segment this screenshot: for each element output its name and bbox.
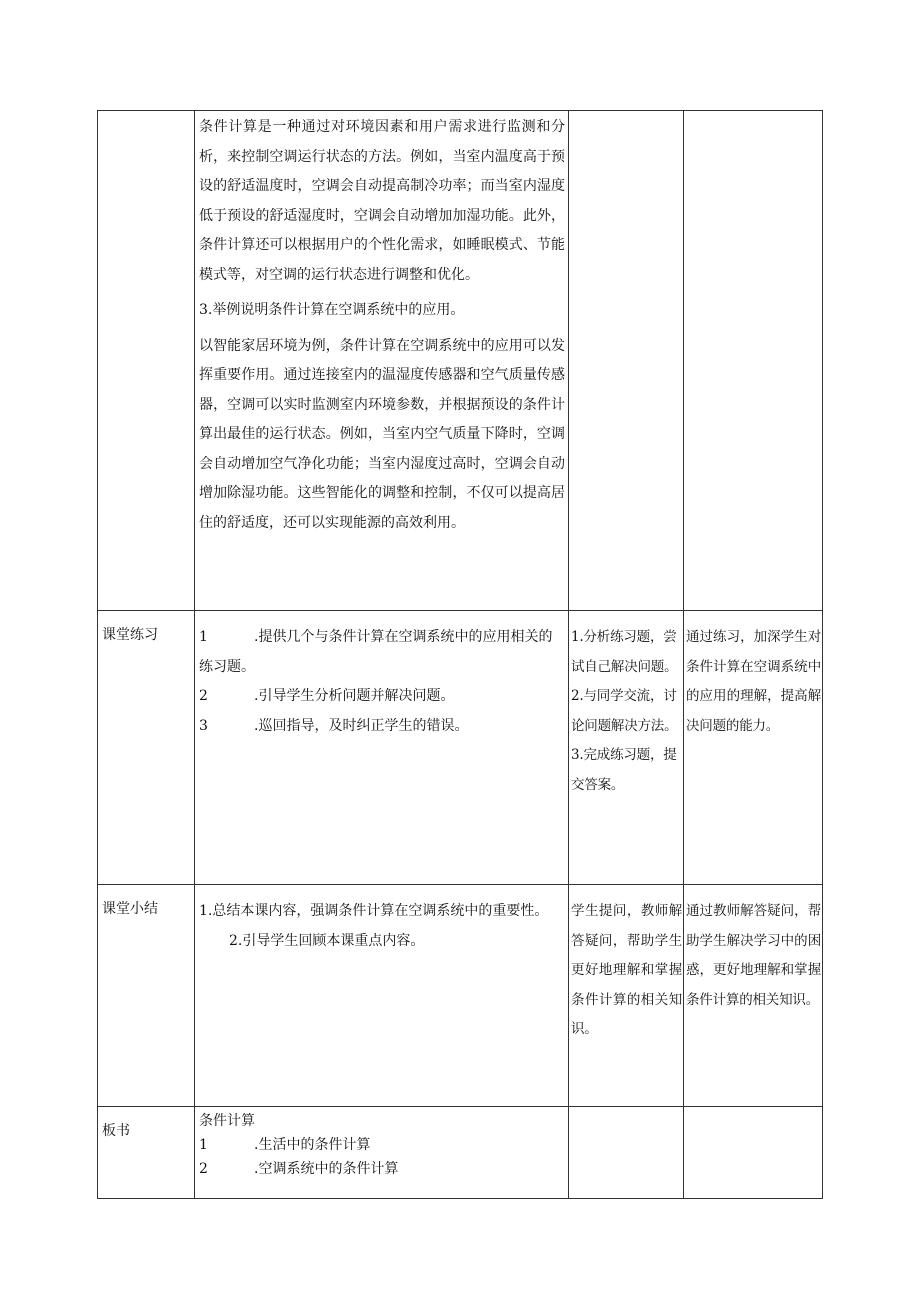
list-item: 1 .生活中的条件计算 [199,1137,371,1153]
practice-purpose-cell [684,611,823,885]
summary-teacher-cell [195,885,569,1107]
content-row [98,111,823,611]
content-paragraph: 以智能家居环境为例，条件计算在空调系统中的应用可以发挥重要作用。通过连接室内的温湿度传感器和空气质量传感器，空调可以实时监测室内环境参数，并根据预设的条件计算出最佳的运行状态。例如，当室内空气质量下降时，空调会自动增加空气净化功能；当室内湿度过高时，空调会自动增加除湿功能。这些智能化的调整和控制，不仅可以提高居住的舒适度，还可以实现能源的高效利用。 [199,337,565,531]
list-item: 3 .巡回指导，及时纠正学生的错误。 [199,717,469,734]
list-item: 1.分析练习题，尝试自己解决问题。 [571,629,678,675]
summary-student-cell [569,885,684,1107]
content-paragraph: 条件计算是一种通过对环境因素和用户需求进行监测和分析，来控制空调运行状态的方法。例如，当室内温度高于预设的舒适温度时，空调会自动提高制冷功率；而当室内湿度低于预设的舒适湿度时，空调会自动增加加湿功能。此外，条件计算还可以根据用户的个性化需求，如睡眠模式、节能模式等，对空调的运行状态进行调整和优化。 [199,119,565,283]
content-student-cell [569,111,684,611]
list-item: 1 .提供几个与条件计算在空调系统中的应用相关的练习题。 [199,629,553,675]
lesson-plan-table [97,110,823,1199]
board-student-cell [569,1107,684,1199]
list-item: 1.总结本课内容，强调条件计算在空调系统中的重要性。 [199,903,549,919]
practice-label: 课堂练习 [98,611,195,885]
board-label: 板书 [98,1107,195,1199]
list-item: 2.与同学交流，讨论问题解决方法。 [571,688,678,734]
content-heading: 3.举例说明条件计算在空调系统中的应用。 [199,302,465,318]
student-text: 学生提问，教师解答疑问，帮助学生更好地理解和掌握条件计算的相关知识。 [571,903,682,1037]
list-item: 3.完成练习题，提交答案。 [571,747,677,793]
list-item: 2 .空调系统中的条件计算 [199,1161,399,1177]
list-item: 2.引导学生回顾本课重点内容。 [229,932,425,949]
board-row [98,1107,823,1199]
content-text-cell [195,111,569,611]
content-purpose-cell [684,111,823,611]
practice-row [98,611,823,885]
practice-student-cell [569,611,684,885]
summary-row [98,885,823,1107]
summary-purpose-cell [684,885,823,1107]
summary-label: 课堂小结 [98,885,195,1107]
purpose-text: 通过练习，加深学生对条件计算在空调系统中的应用的理解，提高解决问题的能力。 [686,629,821,734]
board-cell [195,1107,569,1199]
board-title: 条件计算 [199,1113,255,1129]
board-purpose-cell [684,1107,823,1199]
list-item: 2 .引导学生分析问题并解决问题。 [199,688,455,704]
practice-teacher-cell [195,611,569,885]
purpose-text: 通过教师解答疑问，帮助学生解决学习中的困惑，更好地理解和掌握条件计算的相关知识。 [686,903,821,1008]
content-label-cell [98,111,195,611]
